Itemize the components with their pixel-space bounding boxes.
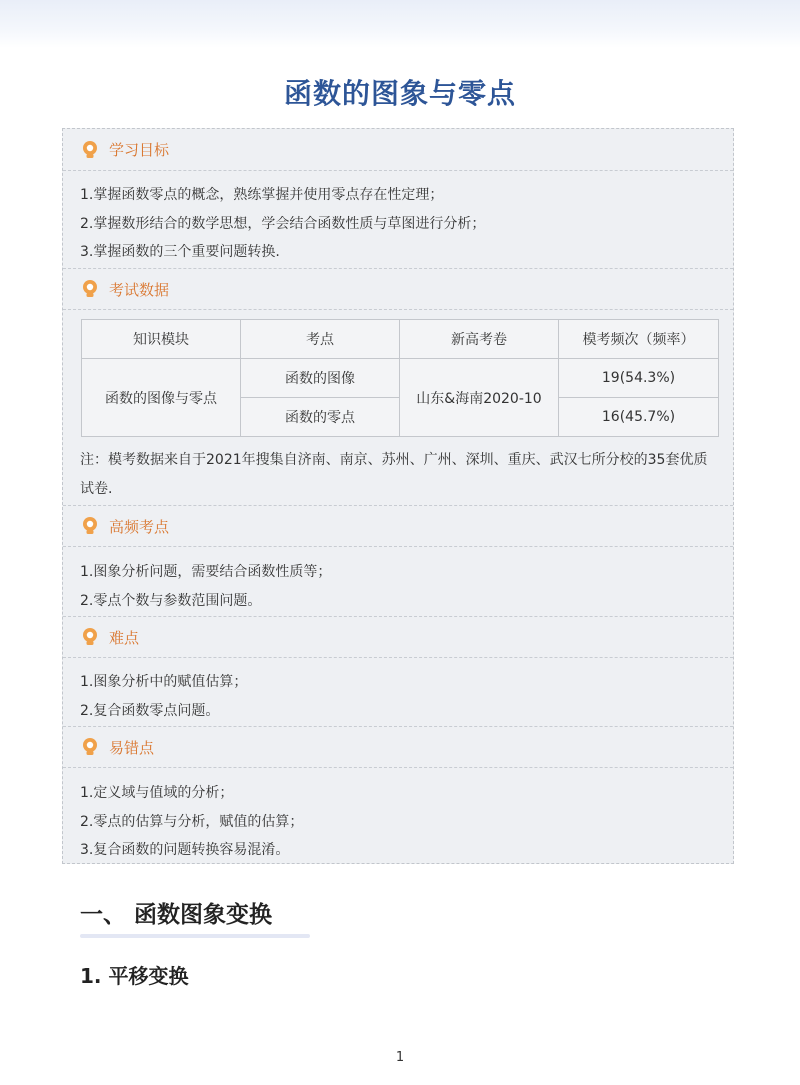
objective-line: 3.掌握函数的三个重要问题转换. bbox=[80, 244, 280, 260]
subheading-translation: 1. 平移变换 bbox=[80, 964, 189, 988]
table-header-cell: 模考频次（频率） bbox=[559, 320, 719, 359]
difficulty-line: 2.复合函数零点问题。 bbox=[80, 703, 220, 719]
section-title: 难点 bbox=[109, 628, 140, 647]
section-title: 考试数据 bbox=[109, 280, 170, 299]
pitfall-line: 2.零点的估算与分析，赋值的估算； bbox=[80, 814, 304, 830]
objective-line: 1.掌握函数零点的概念，熟练掌握并使用零点存在性定理； bbox=[80, 187, 444, 203]
section-header-key-points bbox=[63, 505, 733, 547]
lightbulb-icon bbox=[80, 737, 100, 757]
section-title: 易错点 bbox=[109, 738, 155, 757]
table-cell-frequency: 16(45.7%) bbox=[559, 398, 719, 437]
table-row bbox=[82, 359, 719, 398]
pitfall-line: 3.复合函数的问题转换容易混淆。 bbox=[80, 842, 290, 858]
section-header-difficulties bbox=[63, 616, 733, 658]
table-cell-module: 函数的图像与零点 bbox=[82, 359, 241, 437]
objective-line: 2.掌握数形结合的数学思想，学会结合函数性质与草图进行分析； bbox=[80, 216, 486, 232]
table-cell-point: 函数的零点 bbox=[241, 398, 400, 437]
difficulty-line: 1.图象分析中的赋值估算； bbox=[80, 674, 248, 690]
section-header-pitfalls bbox=[63, 726, 733, 768]
info-box bbox=[62, 128, 734, 864]
heading-underline bbox=[80, 934, 310, 938]
key-point-line: 1.图象分析问题，需要结合函数性质等； bbox=[80, 564, 332, 580]
table-header-cell: 新高考卷 bbox=[400, 320, 559, 359]
table-header-row bbox=[82, 320, 719, 359]
key-point-line: 2.零点个数与参数范围问题。 bbox=[80, 593, 262, 609]
page-title: 函数的图象与零点 bbox=[283, 77, 516, 110]
lightbulb-icon bbox=[80, 516, 100, 536]
exam-data-note: 注：模考数据来自于2021年搜集自济南、南京、苏州、广州、深圳、重庆、武汉七所分校的35套优质试卷. bbox=[80, 452, 708, 497]
section-title: 高频考点 bbox=[109, 517, 170, 536]
heading-function-graph-transform: 一、 函数图象变换 bbox=[80, 902, 273, 928]
page-number: 1 bbox=[395, 1050, 405, 1065]
section-title: 学习目标 bbox=[109, 141, 170, 159]
lightbulb-icon bbox=[80, 279, 100, 299]
table-cell-exam: 山东&海南2020-10 bbox=[400, 359, 559, 437]
table-cell-point: 函数的图像 bbox=[241, 359, 400, 398]
exam-data-table bbox=[81, 319, 719, 437]
lightbulb-icon bbox=[80, 627, 100, 647]
table-cell-frequency: 19(54.3%) bbox=[559, 359, 719, 398]
section-header-exam-data bbox=[63, 268, 733, 310]
table-header-cell: 考点 bbox=[241, 320, 400, 359]
pitfall-line: 1.定义域与值域的分析； bbox=[80, 785, 234, 801]
top-decorative-band bbox=[0, 0, 800, 48]
table-header-cell: 知识模块 bbox=[82, 320, 241, 359]
lightbulb-icon bbox=[80, 140, 100, 160]
section-header-objectives bbox=[63, 129, 733, 171]
